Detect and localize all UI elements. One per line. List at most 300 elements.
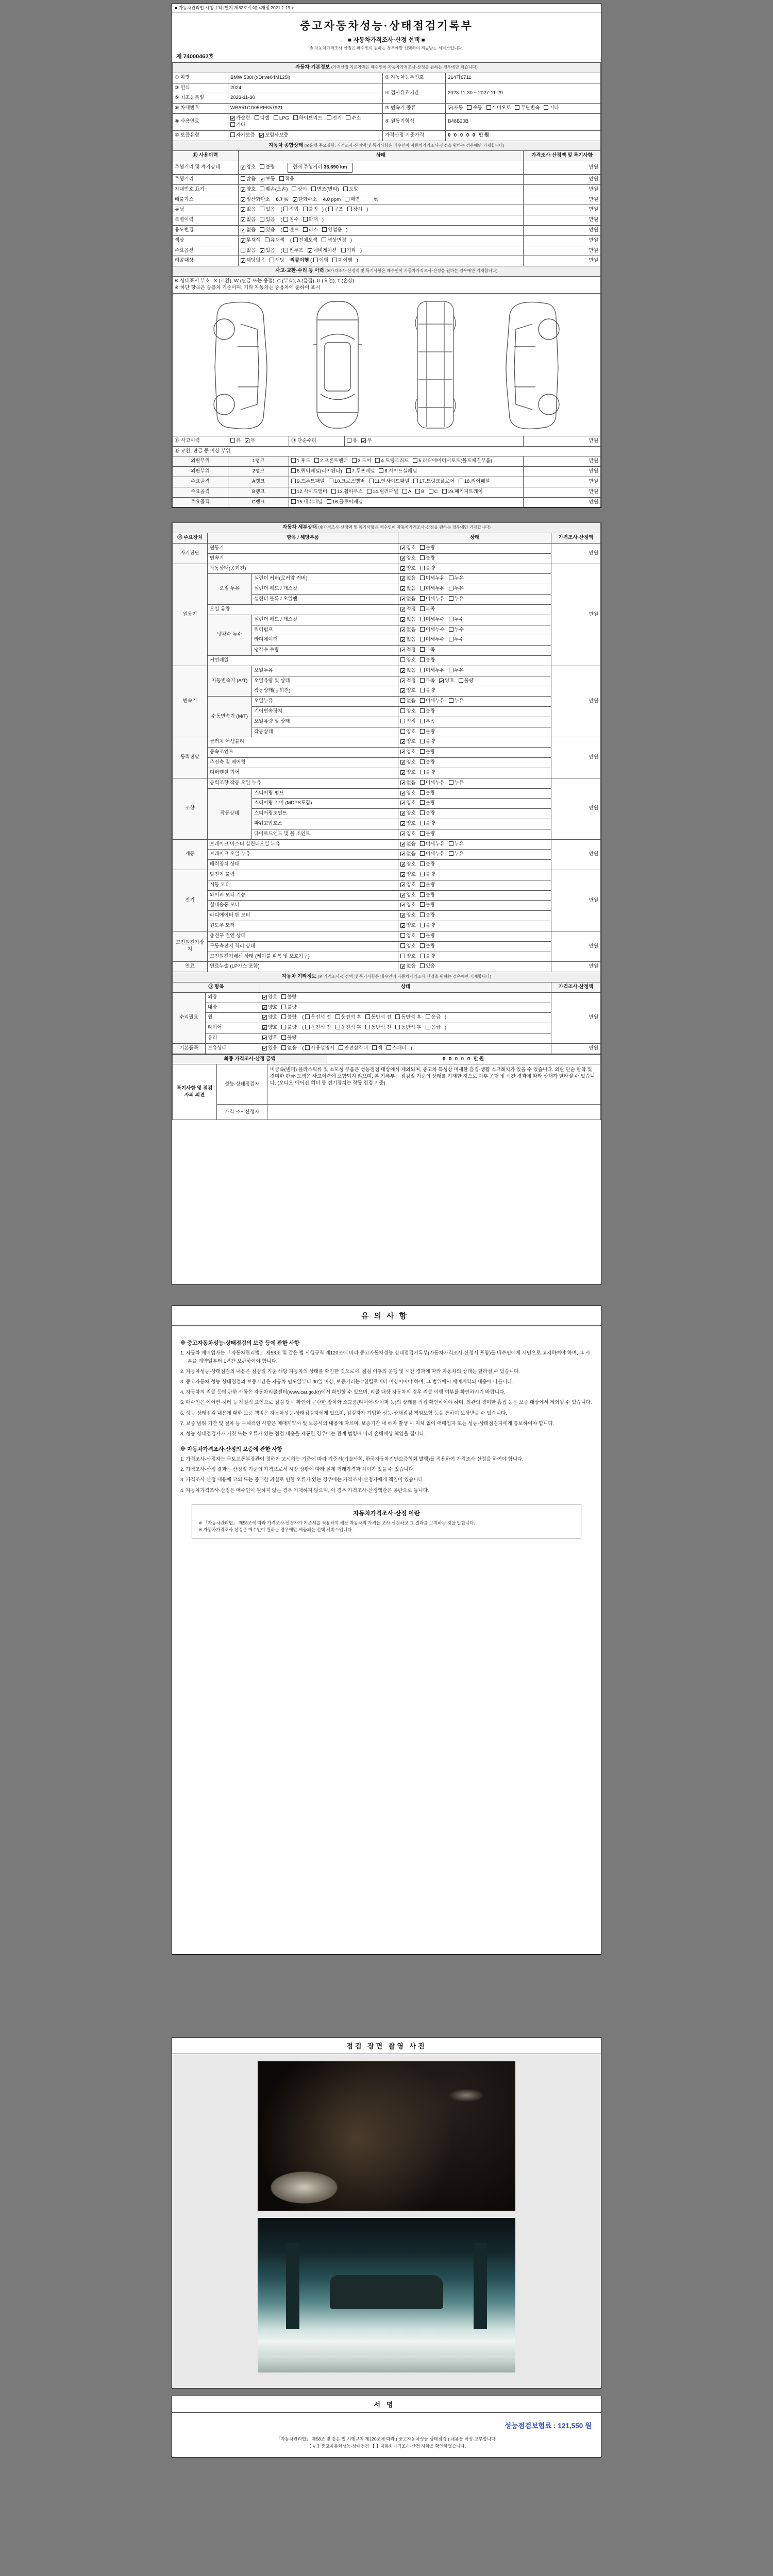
checkbox[interactable] [260, 187, 264, 191]
checkbox[interactable] [347, 438, 351, 443]
checkbox[interactable] [420, 759, 425, 764]
checkbox-option[interactable]: 4.트렁크리드 [375, 458, 409, 465]
checkbox-option[interactable]: 미세누유 [420, 698, 445, 705]
checkbox[interactable] [283, 207, 288, 211]
checkbox-option[interactable]: 12.사이드멤버 [291, 489, 327, 496]
checkbox-option[interactable]: LPG [274, 115, 289, 122]
checkbox-option[interactable]: 누유 [449, 851, 464, 858]
checkbox[interactable]: ✔ [401, 607, 405, 612]
checkbox-option[interactable]: ✔ 양호 [401, 882, 416, 888]
checkbox[interactable] [255, 115, 259, 120]
checkbox-option[interactable]: 안전삼각대 [339, 1045, 368, 1052]
checkbox[interactable] [420, 851, 425, 856]
checkbox-option[interactable]: 미세누유 [420, 575, 445, 582]
checkbox[interactable] [291, 499, 296, 504]
checkbox[interactable] [328, 207, 333, 211]
checkbox-option[interactable]: ✔ 양호 [263, 1004, 278, 1010]
checkbox-option[interactable]: 미세누유 [420, 586, 445, 592]
checkbox-option[interactable]: 동반석 전 [365, 1025, 391, 1031]
checkbox[interactable] [322, 227, 327, 232]
checkbox-option[interactable]: 있음 [420, 963, 435, 970]
checkbox[interactable] [449, 668, 453, 672]
checkbox[interactable] [449, 586, 453, 590]
checkbox[interactable] [420, 729, 425, 734]
checkbox-option[interactable]: ✔ 무 [245, 437, 256, 444]
checkbox[interactable]: ✔ [260, 177, 264, 182]
checkbox-option[interactable]: A [402, 489, 411, 496]
checkbox[interactable] [426, 1014, 430, 1019]
checkbox-option[interactable]: ✔ 양호 [263, 1014, 278, 1021]
checkbox-option[interactable]: 미이행 [332, 258, 352, 264]
checkbox-option[interactable]: 2.프론트펜더 [314, 458, 348, 465]
checkbox-option[interactable]: 없음 [281, 1045, 296, 1052]
checkbox-option[interactable]: 기타 [544, 105, 559, 112]
checkbox[interactable] [420, 923, 425, 927]
checkbox-option[interactable]: ✔ 양호 [401, 769, 416, 775]
checkbox[interactable]: ✔ [241, 218, 245, 223]
checkbox-option[interactable]: ✔ 없음 [241, 227, 256, 233]
checkbox-option[interactable]: 수동 [467, 105, 482, 112]
checkbox-option[interactable]: 불량 [420, 708, 435, 715]
checkbox-option[interactable]: ✔ 양호 [401, 555, 416, 561]
checkbox-option[interactable]: ✔ 없음 [401, 851, 416, 857]
checkbox[interactable]: ✔ [401, 801, 405, 806]
checkbox-option[interactable]: 누유 [449, 596, 464, 603]
checkbox-option[interactable]: 스패너 [386, 1045, 407, 1052]
checkbox[interactable]: ✔ [401, 852, 405, 857]
checkbox-option[interactable]: ✔ 양호 [401, 923, 416, 929]
checkbox-option[interactable]: 색상변경 [322, 238, 346, 244]
checkbox[interactable]: ✔ [401, 811, 405, 817]
checkbox[interactable] [230, 122, 235, 127]
checkbox-option[interactable]: 없음 [400, 698, 415, 705]
checkbox-option[interactable]: 양호 [400, 943, 415, 950]
checkbox-option[interactable]: 있음 [260, 207, 275, 213]
checkbox-option[interactable]: ✔ 양호 [263, 994, 278, 1000]
checkbox[interactable]: ✔ [263, 1015, 266, 1021]
checkbox-option[interactable]: 불량 [420, 902, 435, 909]
checkbox[interactable] [367, 489, 372, 494]
checkbox-option[interactable]: ✔ 양호 [401, 749, 416, 755]
checkbox-option[interactable]: ✔ 없음 [401, 616, 416, 622]
checkbox-option[interactable]: 14.필러패널 [367, 489, 398, 496]
checkbox[interactable]: ✔ [263, 1046, 266, 1051]
checkbox[interactable] [400, 933, 405, 938]
checkbox[interactable] [420, 841, 425, 846]
checkbox-option[interactable]: ✔ 양호 [401, 790, 416, 796]
checkbox-option[interactable]: 불량 [420, 739, 435, 745]
checkbox-option[interactable]: ✔ 양호 [401, 810, 416, 817]
checkbox[interactable]: ✔ [231, 116, 234, 122]
checkbox-option[interactable]: 무단변속 [515, 105, 540, 112]
checkbox[interactable] [420, 708, 425, 713]
checkbox[interactable]: ✔ [401, 679, 405, 684]
checkbox[interactable]: ✔ [401, 883, 405, 888]
checkbox-option[interactable]: ✔ 무 [362, 437, 372, 444]
checkbox[interactable] [420, 668, 425, 672]
checkbox-option[interactable]: 미세누유 [420, 780, 445, 787]
checkbox-option[interactable]: 누유 [449, 698, 464, 705]
checkbox-option[interactable]: ✔ 양호 [401, 902, 416, 908]
checkbox[interactable] [420, 606, 425, 611]
checkbox[interactable]: ✔ [401, 597, 405, 602]
checkbox-option[interactable]: 적음 [279, 176, 294, 183]
checkbox[interactable] [400, 954, 405, 958]
checkbox-option[interactable]: ✔ 양호 [401, 739, 416, 745]
checkbox[interactable]: ✔ [241, 208, 245, 213]
checkbox[interactable]: ✔ [448, 106, 452, 111]
checkbox-option[interactable]: 부족 [420, 678, 435, 685]
checkbox[interactable]: ✔ [401, 689, 405, 694]
checkbox[interactable]: ✔ [263, 1005, 266, 1010]
checkbox[interactable]: ✔ [241, 228, 245, 233]
checkbox[interactable] [274, 115, 278, 120]
checkbox-option[interactable]: 불량 [420, 882, 435, 889]
checkbox[interactable] [420, 575, 425, 580]
checkbox-option[interactable]: 불법 [303, 207, 318, 213]
checkbox-option[interactable]: 불량 [420, 657, 435, 664]
checkbox-option[interactable]: 이행 [313, 258, 328, 264]
checkbox[interactable] [515, 105, 519, 110]
checkbox-option[interactable]: ✔ 없음 [401, 637, 416, 643]
checkbox-option[interactable]: 7.루프패널 [346, 468, 375, 475]
checkbox[interactable] [420, 872, 425, 876]
checkbox-option[interactable]: 수소 [346, 115, 361, 122]
checkbox[interactable]: ✔ [401, 587, 405, 592]
checkbox[interactable] [420, 882, 425, 887]
checkbox[interactable] [449, 698, 453, 703]
checkbox-option[interactable]: 누유 [449, 668, 464, 674]
checkbox[interactable] [420, 933, 425, 938]
checkbox[interactable] [313, 258, 318, 262]
checkbox-option[interactable]: 10.크로스멤버 [329, 479, 365, 485]
checkbox[interactable] [395, 1025, 400, 1029]
checkbox[interactable]: ✔ [241, 259, 245, 264]
checkbox[interactable] [281, 1045, 286, 1050]
checkbox[interactable] [291, 479, 296, 483]
checkbox-option[interactable]: 유채색 [265, 238, 285, 244]
checkbox[interactable]: ✔ [401, 862, 405, 868]
checkbox-option[interactable]: ✔ 양호 [401, 688, 416, 694]
checkbox-option[interactable]: 훼손(오손) [260, 187, 288, 193]
checkbox-option[interactable]: 적법 [283, 207, 298, 213]
checkbox[interactable] [305, 1025, 310, 1029]
checkbox-option[interactable]: ✔ 양호 [401, 912, 416, 919]
checkbox[interactable] [420, 912, 425, 917]
checkbox-option[interactable]: ✔ 보험사보증 [259, 132, 289, 138]
checkbox-option[interactable]: 동반석 후 [395, 1025, 421, 1031]
checkbox[interactable] [449, 780, 453, 785]
checkbox-option[interactable]: ✔ 네비게이션 [308, 247, 337, 253]
checkbox-option[interactable]: 하이브리드 [293, 115, 323, 122]
checkbox[interactable] [260, 207, 264, 211]
checkbox[interactable]: ✔ [260, 248, 264, 253]
checkbox-option[interactable]: 침수 [283, 217, 298, 224]
checkbox[interactable] [281, 1035, 286, 1040]
checkbox[interactable] [400, 719, 405, 723]
checkbox-option[interactable]: 미세누유 [420, 596, 445, 603]
checkbox-option[interactable]: 응급 [426, 1025, 441, 1031]
checkbox[interactable]: ✔ [241, 197, 245, 202]
checkbox[interactable]: ✔ [401, 546, 405, 551]
checkbox[interactable] [332, 258, 337, 262]
checkbox-option[interactable]: ✔ 없음 [401, 667, 416, 673]
checkbox[interactable] [331, 489, 336, 494]
checkbox-option[interactable]: 불량 [420, 749, 435, 756]
checkbox[interactable] [449, 627, 453, 632]
checkbox-option[interactable]: 화재 [303, 217, 318, 224]
checkbox-option[interactable]: 불량 [420, 923, 435, 929]
checkbox-option[interactable]: 불량 [420, 861, 435, 868]
checkbox[interactable] [420, 770, 425, 774]
checkbox[interactable]: ✔ [308, 248, 312, 253]
checkbox-option[interactable]: ✔ 없음 [401, 779, 416, 786]
checkbox[interactable]: ✔ [401, 893, 405, 898]
checkbox[interactable] [486, 105, 491, 110]
checkbox-option[interactable]: ✔ 없음 [401, 596, 416, 602]
checkbox-option[interactable]: ✔ 탄화수소 4.0 ppm [293, 196, 341, 202]
checkbox-option[interactable]: 불량 [281, 994, 296, 1001]
checkbox-option[interactable]: 불량 [281, 1035, 296, 1042]
checkbox-option[interactable]: 17.트렁크플로어 [413, 479, 454, 485]
checkbox-option[interactable]: 사용설명서 [305, 1045, 334, 1052]
checkbox[interactable]: ✔ [440, 679, 444, 684]
checkbox[interactable] [327, 115, 331, 120]
checkbox-option[interactable]: 불량 [420, 933, 435, 940]
checkbox[interactable] [413, 458, 417, 463]
checkbox-option[interactable]: 상이 [292, 187, 307, 193]
checkbox[interactable] [420, 821, 425, 825]
checkbox-option[interactable]: 있음 [260, 227, 275, 234]
checkbox[interactable]: ✔ [401, 740, 405, 745]
checkbox[interactable] [270, 258, 274, 262]
checkbox[interactable] [305, 1045, 310, 1050]
checkbox-option[interactable]: 1.후드 [291, 458, 310, 465]
checkbox[interactable] [420, 892, 425, 897]
checkbox-option[interactable]: 불량 [420, 831, 435, 838]
checkbox-option[interactable]: 불량 [420, 688, 435, 694]
checkbox-option[interactable]: 전기 [327, 115, 342, 122]
checkbox-option[interactable]: 디젤 [255, 115, 270, 122]
checkbox[interactable] [230, 438, 235, 443]
checkbox[interactable] [346, 468, 351, 473]
checkbox[interactable]: ✔ [401, 791, 405, 796]
checkbox[interactable] [283, 248, 288, 252]
checkbox-option[interactable]: ✔ 있음 [260, 247, 275, 253]
checkbox[interactable] [265, 238, 270, 242]
checkbox[interactable] [279, 176, 284, 181]
checkbox-option[interactable]: 불량 [260, 164, 275, 171]
checkbox[interactable]: ✔ [401, 556, 405, 561]
checkbox[interactable] [260, 227, 264, 232]
checkbox[interactable]: ✔ [401, 638, 405, 643]
checkbox[interactable] [339, 1045, 343, 1050]
checkbox[interactable] [341, 248, 346, 252]
checkbox-option[interactable]: 미세누유 [420, 851, 445, 858]
checkbox[interactable] [329, 479, 333, 483]
checkbox-option[interactable]: 운전석 후 [335, 1014, 361, 1021]
checkbox[interactable] [260, 217, 264, 222]
checkbox[interactable] [303, 207, 308, 211]
checkbox[interactable] [420, 831, 425, 836]
checkbox-option[interactable]: 누유 [449, 780, 464, 787]
checkbox-option[interactable]: 불량 [420, 545, 435, 552]
checkbox[interactable] [365, 1014, 370, 1019]
checkbox-option[interactable]: 13.휠하우스 [331, 489, 363, 496]
checkbox-option[interactable]: 구조 [328, 207, 343, 213]
checkbox[interactable] [281, 1025, 286, 1029]
checkbox-option[interactable]: 불량 [420, 555, 435, 562]
checkbox[interactable] [283, 227, 288, 232]
checkbox[interactable] [420, 617, 425, 621]
checkbox-option[interactable]: 적정 [400, 719, 415, 725]
checkbox[interactable] [449, 851, 453, 856]
checkbox[interactable] [420, 637, 425, 641]
checkbox-option[interactable]: 운전석 전 [305, 1025, 331, 1031]
checkbox-option[interactable]: ✔ 양호 [401, 892, 416, 898]
checkbox-option[interactable]: 불량 [420, 872, 435, 878]
checkbox[interactable] [281, 1005, 286, 1009]
checkbox[interactable] [372, 1045, 377, 1050]
checkbox[interactable]: ✔ [401, 781, 405, 786]
checkbox[interactable]: ✔ [263, 995, 266, 1000]
checkbox-option[interactable]: ✔ 보통 [260, 176, 275, 182]
checkbox-option[interactable]: ✔ 양호 [401, 820, 416, 826]
checkbox[interactable] [415, 489, 420, 494]
checkbox-option[interactable]: ✔ 무채색 [241, 237, 261, 243]
checkbox[interactable]: ✔ [362, 438, 366, 444]
checkbox-option[interactable]: 5.라디에이터서포트(볼트체결부품) [413, 458, 492, 465]
checkbox[interactable] [449, 637, 453, 641]
checkbox-option[interactable]: 부족 [420, 647, 435, 654]
checkbox[interactable] [260, 164, 264, 169]
checkbox[interactable] [386, 1045, 391, 1050]
checkbox[interactable]: ✔ [263, 1026, 266, 1031]
checkbox-option[interactable]: ✔ 양호 [263, 1035, 278, 1041]
checkbox-option[interactable]: ✔ 없음 [401, 963, 416, 970]
checkbox-option[interactable]: 부족 [420, 606, 435, 613]
checkbox[interactable]: ✔ [241, 187, 245, 192]
checkbox-option[interactable]: 8.사이드실패널 [379, 468, 417, 475]
checkbox[interactable] [449, 841, 453, 846]
checkbox-option[interactable]: ✔ 양호 [401, 872, 416, 877]
checkbox-option[interactable]: 동반석 후 [395, 1014, 421, 1021]
checkbox-option[interactable]: 15.대쉬패널 [291, 499, 323, 506]
checkbox-option[interactable]: ✔ 없음 [401, 626, 416, 633]
checkbox[interactable] [347, 207, 352, 211]
checkbox-option[interactable]: ✔ 양호 [241, 164, 256, 171]
checkbox[interactable] [379, 468, 383, 473]
checkbox-option[interactable]: 유 [347, 438, 357, 445]
checkbox-option[interactable]: ✔ 양호 [401, 759, 416, 766]
checkbox[interactable] [241, 248, 245, 252]
checkbox-option[interactable]: 누수 [449, 637, 464, 643]
checkbox[interactable] [369, 479, 374, 483]
checkbox-option[interactable]: 누수 [449, 617, 464, 623]
checkbox[interactable] [292, 187, 296, 191]
checkbox[interactable] [420, 943, 425, 948]
checkbox[interactable] [420, 902, 425, 907]
checkbox[interactable] [365, 1025, 370, 1029]
checkbox-option[interactable]: 운전석 후 [335, 1025, 361, 1031]
checkbox[interactable] [303, 217, 308, 222]
checkbox-option[interactable]: 전체도색 [293, 238, 318, 244]
checkbox[interactable] [420, 586, 425, 590]
checkbox-option[interactable]: 미세누수 [420, 617, 445, 623]
checkbox[interactable] [420, 566, 425, 570]
checkbox-option[interactable]: 도말 [343, 187, 358, 193]
checkbox-option[interactable]: ✔ 적정 [401, 647, 416, 653]
checkbox-option[interactable]: ✔ 가솔린 [231, 115, 250, 122]
checkbox[interactable] [420, 800, 425, 805]
checkbox[interactable] [283, 217, 288, 222]
checkbox[interactable] [345, 197, 349, 201]
checkbox[interactable] [343, 187, 348, 191]
checkbox-option[interactable]: 운전석 전 [305, 1014, 331, 1021]
checkbox-option[interactable]: 불량 [420, 566, 435, 572]
checkbox-option[interactable]: ✔ 양호 [401, 800, 416, 806]
checkbox-option[interactable]: 불량 [281, 1005, 296, 1011]
checkbox[interactable]: ✔ [245, 438, 249, 444]
checkbox[interactable]: ✔ [293, 197, 297, 202]
checkbox-option[interactable]: 11.인사이드패널 [369, 479, 410, 485]
checkbox[interactable] [335, 1014, 340, 1019]
checkbox-option[interactable]: 미세누수 [420, 627, 445, 634]
checkbox[interactable] [420, 719, 425, 723]
checkbox[interactable] [420, 545, 425, 550]
checkbox-option[interactable]: ✔ 양호 [401, 545, 416, 551]
checkbox-option[interactable]: ✔ 없음 [401, 586, 416, 592]
checkbox-option[interactable]: 누유 [449, 575, 464, 582]
checkbox[interactable] [420, 963, 425, 968]
checkbox[interactable]: ✔ [401, 760, 405, 766]
checkbox-option[interactable]: 불량 [459, 678, 474, 685]
checkbox[interactable]: ✔ [401, 577, 405, 582]
checkbox[interactable] [420, 555, 425, 560]
checkbox[interactable] [281, 1014, 286, 1019]
checkbox-option[interactable]: ✔ 양호 [263, 1025, 278, 1031]
checkbox[interactable]: ✔ [241, 238, 245, 243]
checkbox-option[interactable]: 해당 [270, 258, 284, 264]
checkbox-option[interactable]: 없음 [241, 248, 256, 255]
checkbox[interactable] [420, 596, 425, 601]
checkbox-option[interactable]: ✔ 양호 [401, 565, 416, 571]
checkbox[interactable] [291, 468, 296, 473]
checkbox[interactable] [375, 458, 380, 463]
checkbox-option[interactable]: 기타 [230, 122, 245, 129]
checkbox-option[interactable]: ✔ 양호 [401, 861, 416, 868]
checkbox[interactable] [241, 176, 245, 181]
checkbox[interactable] [429, 489, 433, 494]
checkbox[interactable]: ✔ [263, 1036, 266, 1041]
checkbox[interactable]: ✔ [241, 165, 245, 171]
checkbox-option[interactable]: 미세누유 [420, 841, 445, 848]
checkbox-option[interactable]: 양호 [400, 729, 415, 736]
checkbox-option[interactable]: 기타 [341, 248, 356, 255]
checkbox[interactable]: ✔ [401, 924, 405, 929]
checkbox[interactable] [420, 861, 425, 866]
checkbox-option[interactable]: ✔ 양호 [401, 831, 416, 837]
checkbox[interactable]: ✔ [401, 903, 405, 908]
checkbox-option[interactable]: ✔ 해당없음 [241, 258, 265, 264]
checkbox[interactable] [402, 489, 407, 494]
checkbox-option[interactable]: 불량 [420, 821, 435, 827]
checkbox[interactable] [291, 489, 296, 494]
checkbox-option[interactable]: 미세누수 [420, 637, 445, 643]
checkbox[interactable]: ✔ [259, 133, 263, 138]
checkbox[interactable] [291, 458, 296, 463]
checkbox[interactable]: ✔ [401, 832, 405, 837]
